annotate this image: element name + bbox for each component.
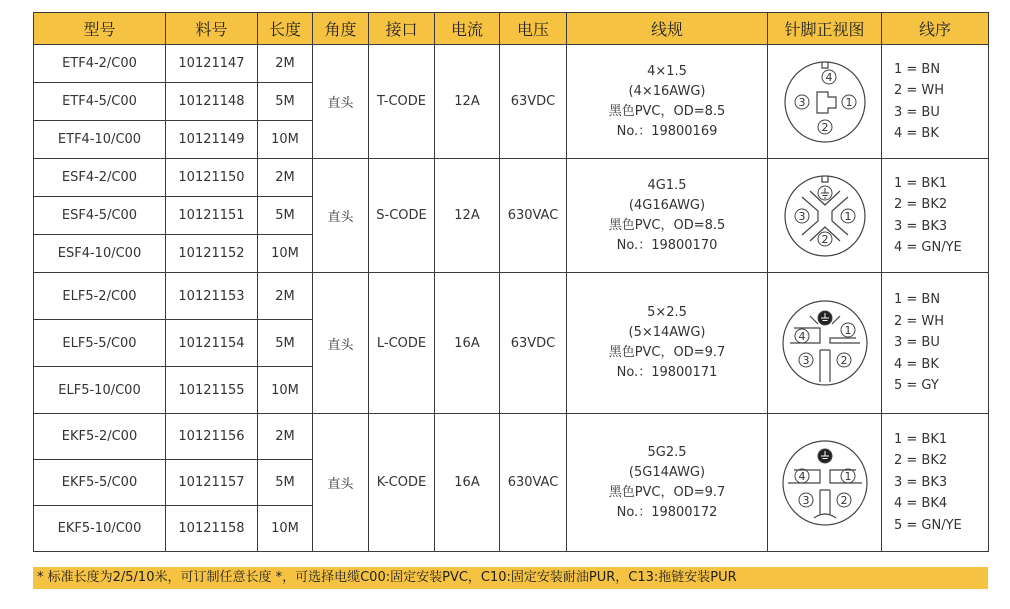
model-cell: ESF4-10/C00 — [34, 235, 166, 273]
wire-number: No.：19800170 — [616, 237, 718, 253]
sequence-cell — [882, 414, 989, 552]
part-cell: 10121149 — [166, 121, 258, 159]
wire-number: No.：19800171 — [616, 365, 718, 380]
model-cell: EKF5-10/C00 — [34, 506, 166, 552]
pin-view-cell — [768, 159, 882, 273]
table-row — [34, 45, 989, 83]
sequence-item: 1 = BN — [894, 292, 941, 308]
pin-label: 3 — [798, 209, 805, 223]
length-cell: 10M — [258, 121, 313, 159]
length-cell: 10M — [258, 506, 313, 552]
sequence-item: 3 = BU — [894, 335, 940, 351]
header-part: 料号 — [166, 13, 258, 45]
part-cell: 10121156 — [166, 414, 258, 460]
wire-awg: (4G16AWG) — [628, 197, 706, 213]
sequence-item: 4 = BK4 — [894, 496, 948, 512]
model-cell: ESF4-2/C00 — [34, 159, 166, 197]
pin-label: 2 — [840, 354, 847, 367]
part-cell: 10121154 — [166, 320, 258, 367]
sequence-item: 2 = WH — [894, 83, 945, 98]
model-cell: ELF5-10/C00 — [34, 367, 166, 414]
interface-cell: L-CODE — [369, 273, 435, 414]
s-code-pin-diagram — [782, 173, 868, 259]
k-code-pin-diagram — [780, 438, 870, 528]
part-cell: 10121148 — [166, 83, 258, 121]
part-cell: 10121147 — [166, 45, 258, 83]
voltage-cell: 63VDC — [500, 273, 567, 414]
header-interface: 接口 — [369, 13, 435, 45]
wire-spec: 5G2.5 — [647, 444, 687, 460]
wire-jacket: 黑色PVC，OD=9.7 — [608, 484, 726, 500]
sequence-item: 2 = WH — [894, 313, 945, 329]
pin-label: 1 — [844, 209, 851, 223]
current-cell: 16A — [435, 414, 500, 552]
length-cell: 2M — [258, 414, 313, 460]
sequence-item: 3 = BK3 — [894, 474, 948, 490]
sequence-item: 2 = BK2 — [894, 197, 948, 212]
length-cell: 2M — [258, 273, 313, 320]
header-length: 长度 — [258, 13, 313, 45]
model-cell: ESF4-5/C00 — [34, 197, 166, 235]
sequence-item: 2 = BK2 — [894, 453, 948, 469]
pin-view-cell — [768, 414, 882, 552]
table-row — [34, 159, 989, 197]
t-code-pin-diagram — [782, 59, 868, 145]
part-cell: 10121151 — [166, 197, 258, 235]
length-cell: 2M — [258, 159, 313, 197]
wire-jacket: 黑色PVC，OD=9.7 — [608, 345, 726, 360]
wire-cell — [567, 159, 768, 273]
pin-label: 1 — [844, 469, 851, 483]
length-cell: 5M — [258, 83, 313, 121]
pin-label: 3 — [802, 493, 809, 507]
header-model: 型号 — [34, 13, 166, 45]
model-cell: EKF5-5/C00 — [34, 460, 166, 506]
pin-label: 2 — [821, 120, 828, 134]
sequence-cell — [882, 159, 989, 273]
length-cell: 2M — [258, 45, 313, 83]
pin-label: 3 — [802, 354, 809, 367]
length-cell: 5M — [258, 320, 313, 367]
l-code-pin-diagram — [780, 298, 870, 388]
current-cell: 12A — [435, 159, 500, 273]
wire-spec: 4×1.5 — [647, 63, 687, 79]
current-cell: 12A — [435, 45, 500, 159]
sequence-item: 4 = BK — [894, 356, 939, 372]
sequence-cell — [882, 273, 989, 414]
model-cell: ETF4-2/C00 — [34, 45, 166, 83]
interface-cell: K-CODE — [369, 414, 435, 552]
sequence-item: 1 = BK1 — [894, 175, 948, 191]
model-cell: ETF4-5/C00 — [34, 83, 166, 121]
sequence-item: 5 = GN/YE — [894, 517, 962, 533]
model-cell: ELF5-2/C00 — [34, 273, 166, 320]
wire-spec: 5×2.5 — [647, 305, 687, 320]
pin-view-cell — [768, 45, 882, 159]
header-current: 电流 — [435, 13, 500, 45]
wire-cell — [567, 45, 768, 159]
pin-label: 4 — [798, 330, 805, 343]
pin-label: 2 — [821, 232, 828, 246]
voltage-cell: 630VAC — [500, 414, 567, 552]
wire-spec: 4G1.5 — [647, 177, 687, 193]
part-cell: 10121155 — [166, 367, 258, 414]
wire-cell — [567, 273, 768, 414]
part-cell: 10121150 — [166, 159, 258, 197]
wire-number: No.：19800172 — [616, 504, 718, 520]
part-cell: 10121157 — [166, 460, 258, 506]
length-cell: 5M — [258, 460, 313, 506]
length-cell: 10M — [258, 367, 313, 414]
angle-cell: 直头 — [313, 273, 369, 414]
part-cell: 10121152 — [166, 235, 258, 273]
table-row — [34, 273, 989, 320]
part-cell: 10121158 — [166, 506, 258, 552]
angle-cell: 直头 — [313, 414, 369, 552]
wire-awg: (5×14AWG) — [628, 325, 706, 340]
angle-cell: 直头 — [313, 45, 369, 159]
sequence-item: 1 = BN — [894, 61, 941, 77]
voltage-cell: 63VDC — [500, 45, 567, 159]
wire-awg: (4×16AWG) — [628, 83, 706, 99]
header-pin-view: 针脚正视图 — [768, 13, 882, 45]
pin-label: 4 — [798, 469, 805, 483]
interface-cell: T-CODE — [369, 45, 435, 159]
sequence-item: 1 = BK1 — [894, 431, 948, 447]
pin-label: 2 — [840, 493, 847, 507]
length-cell: 5M — [258, 197, 313, 235]
spec-table — [33, 12, 989, 552]
sequence-item: 3 = BU — [894, 104, 940, 120]
model-cell: EKF5-2/C00 — [34, 414, 166, 460]
part-cell: 10121153 — [166, 273, 258, 320]
sequence-cell — [882, 45, 989, 159]
length-cell: 10M — [258, 235, 313, 273]
table-row — [34, 414, 989, 460]
sequence-item: 4 = BK — [894, 126, 939, 141]
header-angle: 角度 — [313, 13, 369, 45]
sequence-item: 4 = GN/YE — [894, 240, 962, 255]
pin-label: 1 — [844, 324, 851, 337]
model-cell: ELF5-5/C00 — [34, 320, 166, 367]
angle-cell: 直头 — [313, 159, 369, 273]
header-wire: 线规 — [567, 13, 768, 45]
sequence-item: 5 = GY — [894, 378, 939, 394]
pin-view-cell — [768, 273, 882, 414]
interface-cell: S-CODE — [369, 159, 435, 273]
model-cell: ETF4-10/C00 — [34, 121, 166, 159]
sequence-item: 3 = BK3 — [894, 218, 948, 234]
header-voltage: 电压 — [500, 13, 567, 45]
header-row — [34, 13, 989, 45]
pin-label: 4 — [825, 70, 832, 84]
wire-cell — [567, 414, 768, 552]
wire-jacket: 黑色PVC，OD=8.5 — [608, 217, 726, 233]
current-cell: 16A — [435, 273, 500, 414]
wire-awg: (5G14AWG) — [628, 464, 706, 480]
pin-label: 1 — [845, 95, 852, 109]
wire-jacket: 黑色PVC，OD=8.5 — [608, 103, 726, 119]
voltage-cell: 630VAC — [500, 159, 567, 273]
footer-note: * 标准长度为2/5/10米，可订制任意长度 *，可选择电缆C00:固定安装PVC，C10:固定安装耐油PUR，C13:拖链安装PUR — [33, 567, 988, 589]
header-sequence: 线序 — [882, 13, 989, 45]
wire-number: No.：19800169 — [616, 123, 718, 139]
pin-label: 3 — [798, 95, 805, 109]
